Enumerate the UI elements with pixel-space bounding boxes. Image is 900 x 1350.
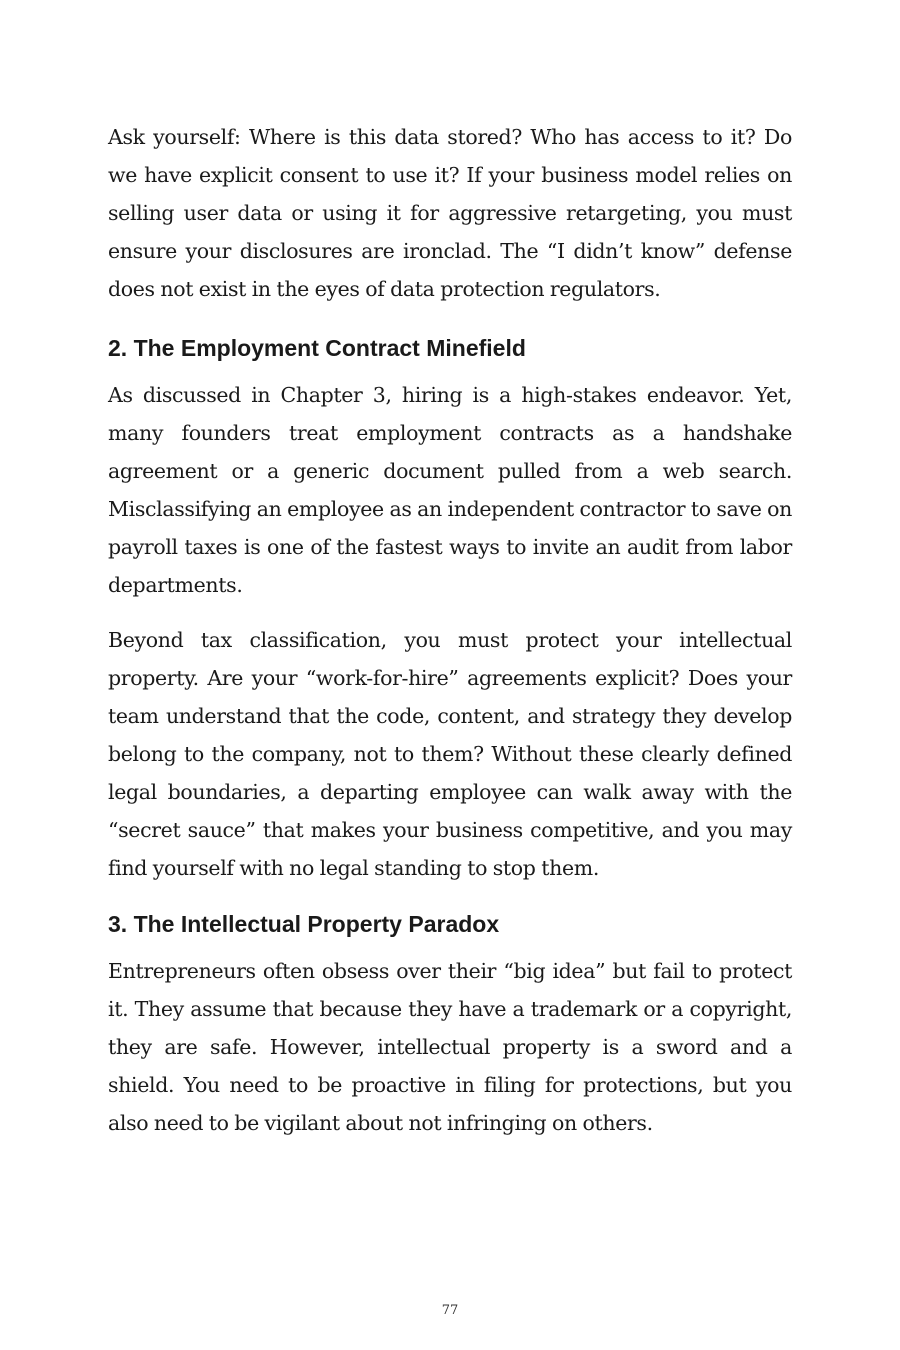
page-body xyxy=(108,118,792,1142)
section-2-paragraph-2: Beyond tax classification, you must protect your intellectual property. Are your “work-for-hire” agreements explicit? Does your team understand that the code, content, and strategy they develop belong to the company, not to them? Without these clearly defined legal boundaries, a departing employee can walk away with the “secret sauce” that makes your business competitive, and you may find yourself with no legal standing to stop them. xyxy=(108,628,792,880)
intro-paragraph: Ask yourself: Where is this data stored? Who has access to it? Do we have explicit consent to use it? If your business model relies on selling user data or using it for aggressive retargeting, you must ensure your disclosures are ironclad. The “I didn’t know” defense does not exist in the eyes of data protection regulators. xyxy=(108,125,792,301)
section-3-heading: 3. The Intellectual Property Paradox xyxy=(108,911,500,937)
section-2-heading: 2. The Employment Contract Minefield xyxy=(108,335,526,361)
section-3-paragraph-1: Entrepreneurs often obsess over their “big idea” but fail to protect it. They assume that because they have a trademark or a copyright, they are safe. However, intellectual property is a sword and a shield. You need to be proactive in filing for protections, but you also need to be vigilant about not infringing on others. xyxy=(108,959,792,1135)
section-2-paragraph-1: As discussed in Chapter 3, hiring is a high-stakes endeavor. Yet, many founders treat employment contracts as a handshake agreement or a generic document pulled from a web search. Misclassifying an employee as an independent contractor to save on payroll taxes is one of the fastest ways to invite an audit from labor departments. xyxy=(108,383,792,597)
page-number: 77 xyxy=(441,1303,459,1318)
